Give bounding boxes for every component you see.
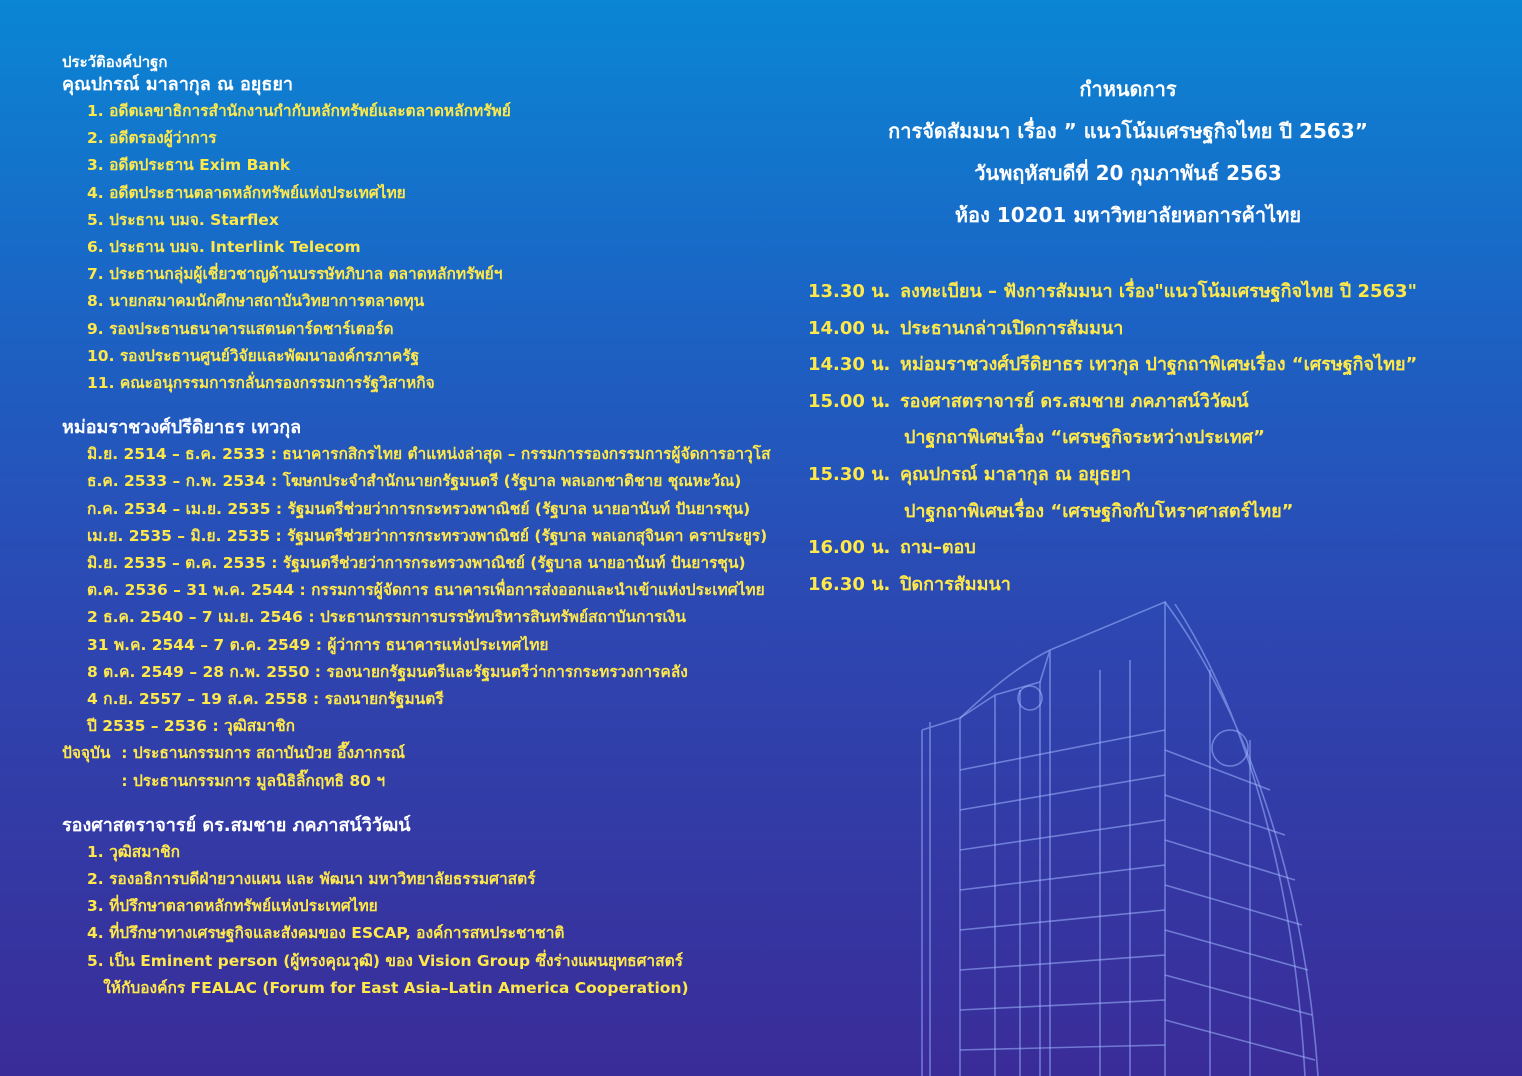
schedule-desc-cont: ปาฐกถาพิเศษเรื่อง “เศรษฐกิจกับโหราศาสตร์ไทย” bbox=[904, 500, 1294, 522]
schedule-time: 14.00 น. bbox=[808, 317, 891, 339]
schedule-desc: ลงทะเบียน – ฟังการสัมมนา เรื่อง"แนวโน้มเศรษฐกิจไทย ปี 2563" bbox=[900, 281, 1417, 302]
speaker2-item: มิ.ย. 2535 – ต.ค. 2535 : รัฐมนตรีช่วยว่าการกระทรวงพาณิชย์ (รัฐบาล นายอานันท์ ปันยารชุน) bbox=[87, 554, 746, 573]
speaker1-item: 4. อดีตประธานตลาดหลักทรัพย์แห่งประเทศไทย bbox=[87, 183, 406, 202]
schedule-row bbox=[808, 530, 1488, 567]
building-illustration bbox=[900, 590, 1330, 1076]
speaker3-item: 1. วุฒิสมาชิก bbox=[87, 842, 181, 861]
speaker1-item: 11. คณะอนุกรรมการกลั่นกรองกรรมการรัฐวิสาหกิจ bbox=[87, 374, 435, 393]
title-line: ห้อง 10201 มหาวิทยาลัยหอการค้าไทย bbox=[954, 203, 1302, 227]
schedule-time: 14.30 น. bbox=[808, 354, 891, 376]
title-line: การจัดสัมมนา เรื่อง ” แนวโน้มเศรษฐกิจไทย ปี 2563” bbox=[888, 119, 1368, 143]
schedule-time: 16.00 น. bbox=[808, 537, 891, 559]
speaker3-item: 2. รองอธิการบดีฝ่ายวางแผน และ พัฒนา มหาวิทยาลัยธรรมศาสตร์ bbox=[87, 870, 536, 889]
speaker2-current-item: ปัจจุบัน : ประธานกรรมการ สถาบันป๋วย อึ๊งภากรณ์ bbox=[62, 744, 406, 763]
program-title bbox=[808, 68, 1448, 236]
speaker1-item: 2. อดีตรองผู้ว่าการ bbox=[87, 129, 217, 148]
bio-label: ประวัติองค์ปาฐก bbox=[62, 53, 168, 71]
schedule-time: 15.00 น. bbox=[808, 390, 891, 412]
schedule-row bbox=[808, 384, 1488, 421]
seminar-program bbox=[808, 68, 1488, 603]
speaker2-current bbox=[62, 740, 762, 794]
schedule-desc: หม่อมราชวงศ์ปรีดิยาธร เทวกุล ปาฐกถาพิเศษเรื่อง “เศรษฐกิจไทย” bbox=[900, 354, 1418, 376]
schedule-desc: ปิดการสัมมนา bbox=[900, 573, 1011, 595]
speaker2-current-item: : ประธานกรรมการ มูลนิธิลิ๊กฤทธิ 80 ฯ bbox=[62, 771, 386, 790]
speaker1-item: 6. ประธาน บมจ. Interlink Telecom bbox=[87, 238, 361, 257]
speaker2-item: ต.ค. 2536 – 31 พ.ค. 2544 : กรรมการผู้จัดการ ธนาคารเพื่อการส่งออกและนำเข้าแห่งประเทศไทย bbox=[87, 581, 765, 600]
title-line: วันพฤหัสบดีที่ 20 กุมภาพันธ์ 2563 bbox=[974, 161, 1282, 185]
schedule-row bbox=[808, 274, 1488, 311]
speaker2-list bbox=[62, 441, 771, 740]
schedule-desc: ประธานกล่าวเปิดการสัมมนา bbox=[900, 317, 1124, 339]
speaker2-item: มิ.ย. 2514 – ธ.ค. 2533 : ธนาคารกสิกรไทย ตำแหน่งล่าสุด – กรรมการรองกรรมการผู้จัดการอาวุโส bbox=[87, 445, 771, 464]
schedule-time: 13.30 น. bbox=[808, 281, 891, 302]
schedule-row bbox=[808, 311, 1488, 348]
speaker1-item: 1. อดีตเลขาธิการสำนักงานกำกับหลักทรัพย์และตลาดหลักทรัพย์ bbox=[87, 102, 511, 120]
schedule-time: 16.30 น. bbox=[808, 573, 891, 595]
speaker2-item: ก.ค. 2534 – เม.ย. 2535 : รัฐมนตรีช่วยว่าการกระทรวงพาณิชย์ (รัฐบาล นายอานันท์ ปันยารชุน) bbox=[87, 499, 751, 518]
speaker2-item: 31 พ.ค. 2544 – 7 ต.ค. 2549 : ผู้ว่าการ ธนาคารแห่งประเทศไทย bbox=[87, 635, 549, 654]
schedule-desc: รองศาสตราจารย์ ดร.สมชาย ภคภาสน์วิวัฒน์ bbox=[900, 390, 1249, 412]
speaker1-list bbox=[62, 98, 762, 397]
schedule-desc: ถาม–ตอบ bbox=[900, 537, 976, 559]
speaker3-name: รองศาสตราจารย์ ดร.สมชาย ภคภาสน์วิวัฒน์ bbox=[62, 814, 411, 836]
speaker-bios bbox=[62, 52, 771, 1002]
schedule-row bbox=[808, 347, 1488, 384]
speaker2-item: 4 ก.ย. 2557 – 19 ส.ค. 2558 : รองนายกรัฐมนตรี bbox=[87, 690, 444, 709]
speaker3-item: 4. ที่ปรึกษาทางเศรษฐกิจและสังคมของ ESCAP, องค์การสหประชาชาติ bbox=[87, 924, 565, 943]
speaker1-item: 8. นายกสมาคมนักศึกษาสถาบันวิทยาการตลาดทุน bbox=[87, 292, 425, 311]
speaker1-item: 3. อดีตประธาน Exim Bank bbox=[87, 156, 291, 175]
speaker1-item: 9. รองประธานธนาคารแสตนดาร์ดชาร์เตอร์ด bbox=[87, 319, 394, 338]
speaker1-item: 10. รองประธานศูนย์วิจัยและพัฒนาองค์กรภาครัฐ bbox=[87, 346, 420, 365]
speaker3-item: 5. เป็น Eminent person (ผู้ทรงคุณวุฒิ) ของ Vision Group ซึ่งร่างแผนยุทธศาสตร์ bbox=[87, 951, 683, 970]
speaker2-item: ธ.ค. 2533 – ก.พ. 2534 : โฆษกประจำสำนักนายกรัฐมนตรี (รัฐบาล พลเอกชาติชาย ชุณหะวัณ) bbox=[87, 472, 742, 491]
speaker3-list bbox=[62, 839, 762, 1002]
schedule-time: 15.30 น. bbox=[808, 463, 891, 485]
speaker1-item: 7. ประธานกลุ่มผู้เชี่ยวชาญด้านบรรษัทภิบาล ตลาดหลักทรัพย์ฯ bbox=[87, 265, 503, 284]
schedule-desc: คุณปกรณ์ มาลากุล ณ อยุธยา bbox=[900, 463, 1131, 485]
speaker3-item: ให้กับองค์กร FEALAC (Forum for East Asia–Latin America Cooperation) bbox=[87, 978, 689, 997]
speaker2-item: 8 ต.ค. 2549 – 28 ก.พ. 2550 : รองนายกรัฐมนตรีและรัฐมนตรีว่าการกระทรวงการคลัง bbox=[87, 662, 688, 681]
speaker2-name: หม่อมราชวงศ์ปรีดิยาธร เทวกุล bbox=[62, 417, 302, 439]
speaker2-item: 2 ธ.ค. 2540 – 7 เม.ย. 2546 : ประธานกรรมการบรรษัทบริหารสินทรัพย์สถาบันการเงิน bbox=[87, 608, 686, 627]
schedule-desc-cont: ปาฐกถาพิเศษเรื่อง “เศรษฐกิจระหว่างประเทศ” bbox=[904, 427, 1265, 449]
schedule-row bbox=[808, 457, 1488, 494]
speaker2-item: เม.ย. 2535 – มิ.ย. 2535 : รัฐมนตรีช่วยว่าการกระทรวงพาณิชย์ (รัฐบาล พลเอกสุจินดา คราประยูร) bbox=[87, 526, 768, 545]
speaker3-item: 3. ที่ปรึกษาตลาดหลักทรัพย์แห่งประเทศไทย bbox=[87, 897, 378, 916]
speaker1-item: 5. ประธาน บมจ. Starflex bbox=[87, 210, 279, 229]
title-line: กำหนดการ bbox=[1079, 77, 1177, 101]
speaker2-item: ปี 2535 – 2536 : วุฒิสมาชิก bbox=[87, 717, 296, 736]
schedule bbox=[808, 274, 1488, 603]
speaker1-name: คุณปกรณ์ มาลากุล ณ อยุธยา bbox=[62, 74, 293, 95]
